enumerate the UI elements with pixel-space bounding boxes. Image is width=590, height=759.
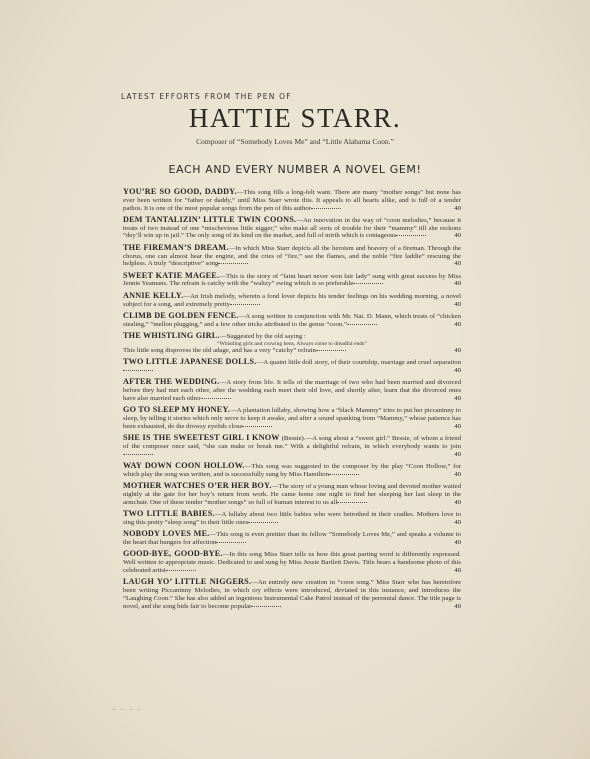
- song-title: GOOD-BYE, GOOD-BYE.: [123, 549, 223, 559]
- song-title: SHE IS THE SWEETEST GIRL I KNOW: [123, 433, 280, 443]
- song-entry: [123, 188, 461, 212]
- song-price: 40: [454, 518, 461, 526]
- song-price: 40: [454, 232, 461, 240]
- song-title: THE WHISTLING GIRL.: [123, 330, 220, 340]
- song-description: —A quaint little doll story, of their courtship, marriage and cruel separation: [256, 359, 461, 367]
- page-title: HATTIE STARR.: [188, 103, 402, 133]
- dot-leader: [347, 324, 377, 325]
- dot-leader: [218, 263, 248, 264]
- song-title: ANNIE KELLY.: [123, 290, 184, 300]
- song-description: —This song fills a long-felt want. There are many “mother songs” but none has ever been written for “father or daddy,” until Miss Starr wrote this. It appeals to all hearts alike, and is full of a tender pathos. It is one of the most popular songs from the pen of this author: [123, 189, 461, 212]
- song-price: 40: [454, 260, 461, 268]
- song-price: 40: [454, 566, 461, 574]
- dot-leader: [230, 304, 260, 305]
- song-entry: [123, 550, 461, 574]
- song-quote: “Whistling girls and crowing hens, Always come to dreadful ends”: [217, 340, 367, 347]
- song-price: 40: [454, 470, 461, 478]
- library-stamp: ~ ~ ~ ~: [112, 705, 143, 714]
- song-entry: [123, 312, 461, 329]
- song-entry: [123, 510, 461, 527]
- song-price: 40: [454, 450, 461, 458]
- song-price: 40: [454, 367, 461, 375]
- song-title: TWO LITTLE JAPANESE DOLLS.: [123, 357, 257, 367]
- song-entry: [123, 244, 461, 268]
- song-entry: [123, 378, 461, 402]
- song-entry: [123, 406, 461, 430]
- dot-leader: [251, 606, 281, 607]
- song-title: MOTHER WATCHES O’ER HER BOY.: [123, 481, 272, 491]
- dot-leader: [353, 283, 383, 284]
- song-price: 40: [454, 320, 461, 328]
- dot-leader: [123, 454, 153, 455]
- song-description: —This song was suggested to the composer by the play “Coon Hollow,” for which play the song was written, and is successfully sung by Miss Hamilton: [123, 463, 462, 478]
- song-title: YOU’RE SO GOOD, DADDY.: [123, 187, 237, 196]
- song-price: 40: [454, 395, 461, 403]
- song-description: —This is the story of “faint heart never won fair lady” sung with great success by Miss Jennie Yeamans. The refrain is catchy with the “waltzy” swing which is so preferable: [123, 272, 461, 288]
- song-title: DEM TANTALIZIN’ LITTLE TWIN COONS.: [123, 214, 297, 224]
- song-title: SWEET KATIE MAGEE.: [123, 270, 220, 280]
- song-title: LAUGH YO’ LITTLE NIGGERS.: [123, 577, 252, 587]
- dot-leader: [337, 502, 367, 503]
- song-entry: [123, 578, 461, 610]
- song-description: —A plantation lullaby, showing how a “black Mammy” tries to put her piccaninny to sleep, by telling it stories which only serve to keep it awake, and after a sound spanking from “Mammy,” whose patience has been exhausted, do the drowsy eyelids close: [123, 407, 461, 430]
- song-entry: [123, 332, 461, 355]
- page-subtitle: Composer of “Somebody Loves Me” and “Little Alabama Coon.”: [196, 137, 394, 146]
- song-title: THE FIREMAN’S DREAM.: [123, 242, 229, 252]
- song-price: 40: [454, 204, 461, 212]
- dot-leader: [396, 235, 426, 236]
- song-description: —The story of a young man whose loving and devoted mother waited nightly at the gate for her boy’s return from work. He came home one night to find her sleeping her last sleep in the armchair. One of these tender “mother songs” so full of human interest to us all: [123, 483, 461, 506]
- dot-leader: [201, 398, 231, 399]
- song-price: 40: [454, 602, 461, 610]
- song-description: —An entirely new creation in “coon song.” Miss Starr who has heretofore been writing Piccaninny Melodies, in which cry effects were introduced, deviated in this instance, and introduces the “Laughing Coon.” She has also added an ingenious Instrumental Cake Patrol instead of the perennial dance. The title page is novel, and the song bids fair to become popular: [123, 579, 461, 610]
- song-price: 40: [454, 498, 461, 506]
- song-description: —A song written in conjunction with Mr. Nat. D. Mann, which treats of “chicken stealing,” “mellon plugging,” and a few other tricks attributed to the genus “coon.”: [123, 312, 461, 328]
- song-description: —This song is even prettier than its fellow “Somebody Loves Me,” and speaks a volume to the heart that hungers for affection: [123, 531, 462, 546]
- song-entry: [123, 482, 461, 506]
- song-list: [123, 188, 461, 614]
- dot-leader: [166, 570, 196, 571]
- song-title: TWO LITTLE BABIES.: [123, 509, 215, 519]
- song-title-extra: (Bessie).: [279, 435, 306, 443]
- headline: EACH AND EVERY NUMBER A NOVEL GEM!: [168, 163, 422, 176]
- song-description: —In this song Miss Starr tells us how this great parting word is differently expressed. Well written to appropriate music. Dedicated to and sung by Miss Jessie Bartlett Davis. Title bears a handsome photo of this celebrated artist: [123, 551, 461, 574]
- song-description: —A song about a “sweet girl.” Bessie, of whom a friend of the composer once said, “she can make or break me.” With a delightful refrain, in which everybody wants to join: [123, 435, 461, 451]
- song-description: —An Irish melody, wherein a fond lover depicts his tender feelings on his wedding morning, a novel subject for a song, and extremely pretty: [123, 292, 461, 308]
- song-price: 40: [454, 538, 461, 546]
- dot-leader: [329, 474, 359, 475]
- song-title: WAY DOWN COON HOLLOW.: [123, 461, 245, 471]
- song-price: 40: [454, 422, 461, 430]
- song-description-continued: This little song disproves the old adage, and has a very “catchy” refrain: [123, 347, 316, 355]
- song-description: —A lullaby about two little babies who were betrothed in their cradles. Mothers love to sing this pretty “sleep song” to their little ones: [123, 511, 461, 526]
- song-description: —In which Miss Starr depicts all the heroism and bravery of a fireman. Through the chorus, one can almost hear the engine, and the cries of “fire,” see the flames, and the noble “fire laddie” rescuing the helpless. A truly “descriptive” song: [123, 244, 461, 268]
- dot-leader: [311, 208, 341, 209]
- dot-leader: [123, 370, 153, 371]
- song-title: GO TO SLEEP MY HONEY.: [123, 405, 231, 415]
- song-entry: [123, 462, 461, 479]
- dot-leader: [248, 522, 278, 523]
- song-entry: [123, 358, 461, 375]
- song-entry: [123, 434, 461, 458]
- song-title: AFTER THE WEDDING.: [123, 377, 220, 387]
- song-description: —An innovation in the way of “coon melodies,” because it treats of two instead of one “mischevious little nigger,” who make all sorts of trouble for their “mammy” till she reckons “dey’ll win up in jail.” The only song of its kind on the market, and full of mirth which is contageous: [123, 216, 461, 240]
- song-price: 40: [454, 347, 461, 355]
- song-entry: [123, 272, 461, 289]
- header-eyebrow: LATEST EFFORTS FROM THE PEN OF: [121, 92, 292, 101]
- dot-leader: [216, 542, 246, 543]
- song-price: 40: [454, 280, 461, 288]
- song-title: NOBODY LOVES ME.: [123, 529, 210, 539]
- dot-leader: [242, 426, 272, 427]
- song-price: 40: [454, 300, 461, 308]
- song-title: CLIMB DE GOLDEN FENCE.: [123, 310, 239, 320]
- song-entry: [123, 216, 461, 240]
- song-entry: [123, 530, 461, 547]
- dot-leader: [316, 350, 346, 351]
- song-description: —A story from life. It tells of the marriage of two who had been married and divorced before they had met each other, after the wedding each meet their old love, and shortly after, learn that the divorced ones have also married each other: [123, 379, 461, 403]
- song-entry: [123, 292, 461, 309]
- song-description: —Suggested by the old saying :: [219, 332, 306, 340]
